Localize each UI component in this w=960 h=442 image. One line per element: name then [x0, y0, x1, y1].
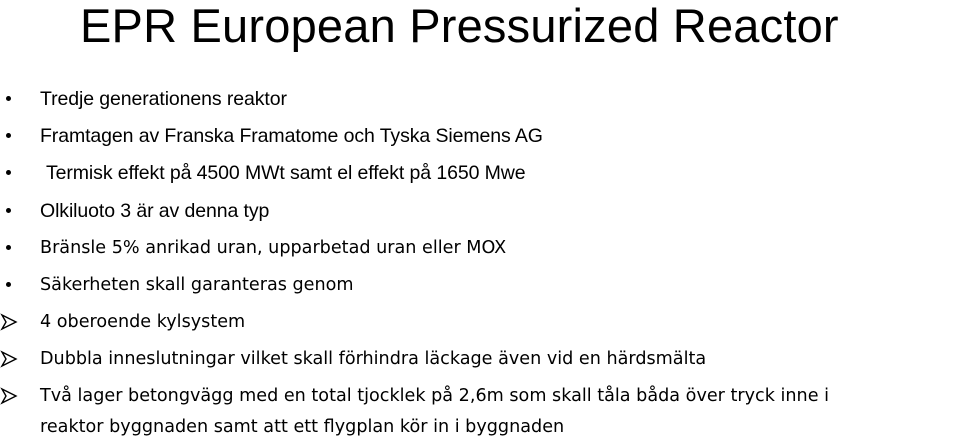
bullet-dot-icon [6, 170, 11, 175]
bullet-text: 4 oberoende kylsystem [40, 312, 246, 332]
bullet-text-continuation: reaktor byggnaden samt att ett flygplan kör in i byggnaden [40, 417, 565, 437]
bullet-text: Olkiluoto 3 är av denna typ [40, 200, 270, 222]
bullet-text: Säkerheten skall garanteras genom [40, 275, 354, 295]
bullet-text: Två lager betongvägg med en total tjocklek på 2,6m som skall tåla båda över tryck inne i [40, 386, 829, 406]
bullet-item [0, 196, 960, 226]
bullet-item [0, 270, 960, 300]
bullet-text: Tredje generationens reaktor [40, 88, 287, 110]
bullet-dot-icon [6, 96, 11, 101]
bullet-text: Dubbla inneslutningar vilket skall förhindra läckage även vid en härdsmälta [40, 349, 707, 369]
arrow-bullet-icon [0, 387, 18, 405]
bullet-text: Framtagen av Franska Framatome och Tyska Siemens AG [40, 125, 543, 147]
bullet-dot-icon [6, 282, 11, 287]
slide-title: EPR European Pressurized Reactor [80, 0, 839, 52]
bullet-dot-icon [6, 133, 11, 138]
bullet-text: Bränsle 5% anrikad uran, upparbetad uran eller MOX [40, 238, 507, 258]
bullet-item [0, 158, 960, 188]
bullet-item [0, 84, 960, 114]
bullet-dot-icon [6, 245, 11, 250]
sub-bullet-item [0, 307, 960, 337]
bullet-dot-icon [6, 208, 11, 213]
bullet-text: Termisk effekt på 4500 MWt samt el effekt på 1650 Mwe [46, 162, 526, 184]
arrow-bullet-icon [0, 350, 18, 368]
sub-bullet-item [0, 344, 960, 374]
arrow-bullet-icon [0, 313, 18, 331]
sub-bullet-item [0, 381, 960, 437]
bullet-item [0, 233, 960, 263]
bullet-item [0, 121, 960, 151]
